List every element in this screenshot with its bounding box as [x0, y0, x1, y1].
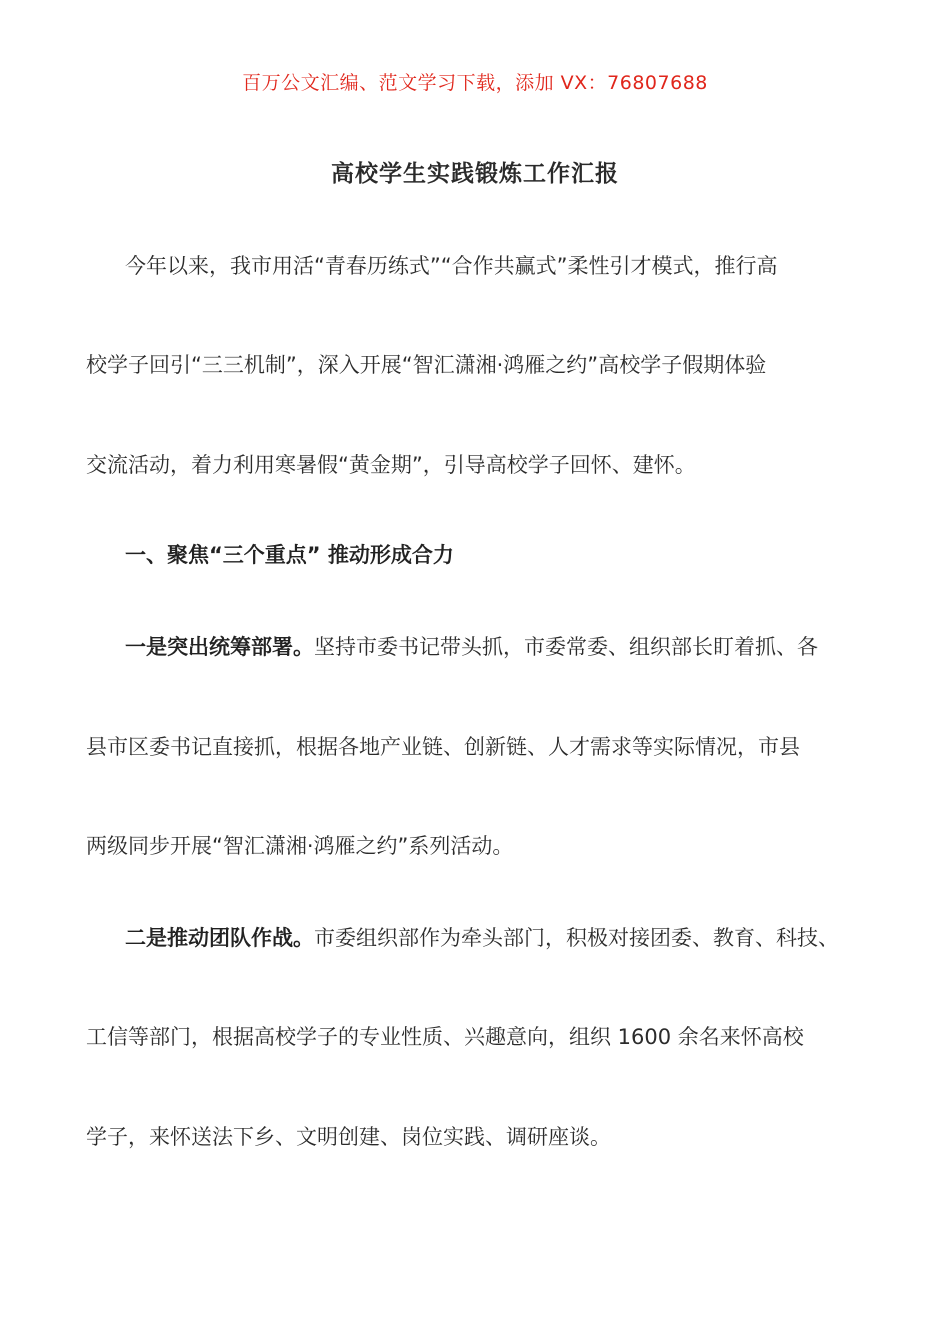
item-1-first-line: [125, 633, 925, 661]
item-1-lead: 一是突出统筹部署。: [125, 635, 314, 659]
item-2-line-3: 学子，来怀送法下乡、文明创建、岗位实践、调研座谈。: [86, 1125, 611, 1149]
intro-line-1: 今年以来，我市用活“青春历练式”“合作共赢式”柔性引才模式，推行高: [125, 254, 778, 278]
section-heading: 一、聚焦“三个重点” 推动形成合力: [125, 543, 454, 567]
intro-line-2: 校学子回引“三三机制”，深入开展“智汇潇湘·鸿雁之约”高校学子假期体验: [86, 353, 767, 377]
header-watermark-note: 百万公文汇编、范文学习下载，添加 VX：76807688: [242, 72, 708, 94]
item-2-first-line: [125, 924, 925, 952]
item-1-line-2: 县市区委书记直接抓，根据各地产业链、创新链、人才需求等实际情况，市县: [86, 735, 800, 759]
item-1-first-line-rest: 坚持市委书记带头抓，市委常委、组织部长盯着抓、各: [314, 635, 818, 659]
item-2-lead: 二是推动团队作战。: [125, 926, 314, 950]
intro-line-3: 交流活动，着力利用寒暑假“黄金期”，引导高校学子回怀、建怀。: [86, 453, 696, 477]
item-1-line-3: 两级同步开展“智汇潇湘·鸿雁之约”系列活动。: [86, 834, 514, 858]
page-title: 高校学生实践锻炼工作汇报: [331, 161, 619, 187]
item-2-first-line-rest: 市委组织部作为牵头部门，积极对接团委、教育、科技、: [314, 926, 839, 950]
item-2-line-2: 工信等部门，根据高校学子的专业性质、兴趣意向，组织 1600 余名来怀高校: [86, 1025, 804, 1049]
